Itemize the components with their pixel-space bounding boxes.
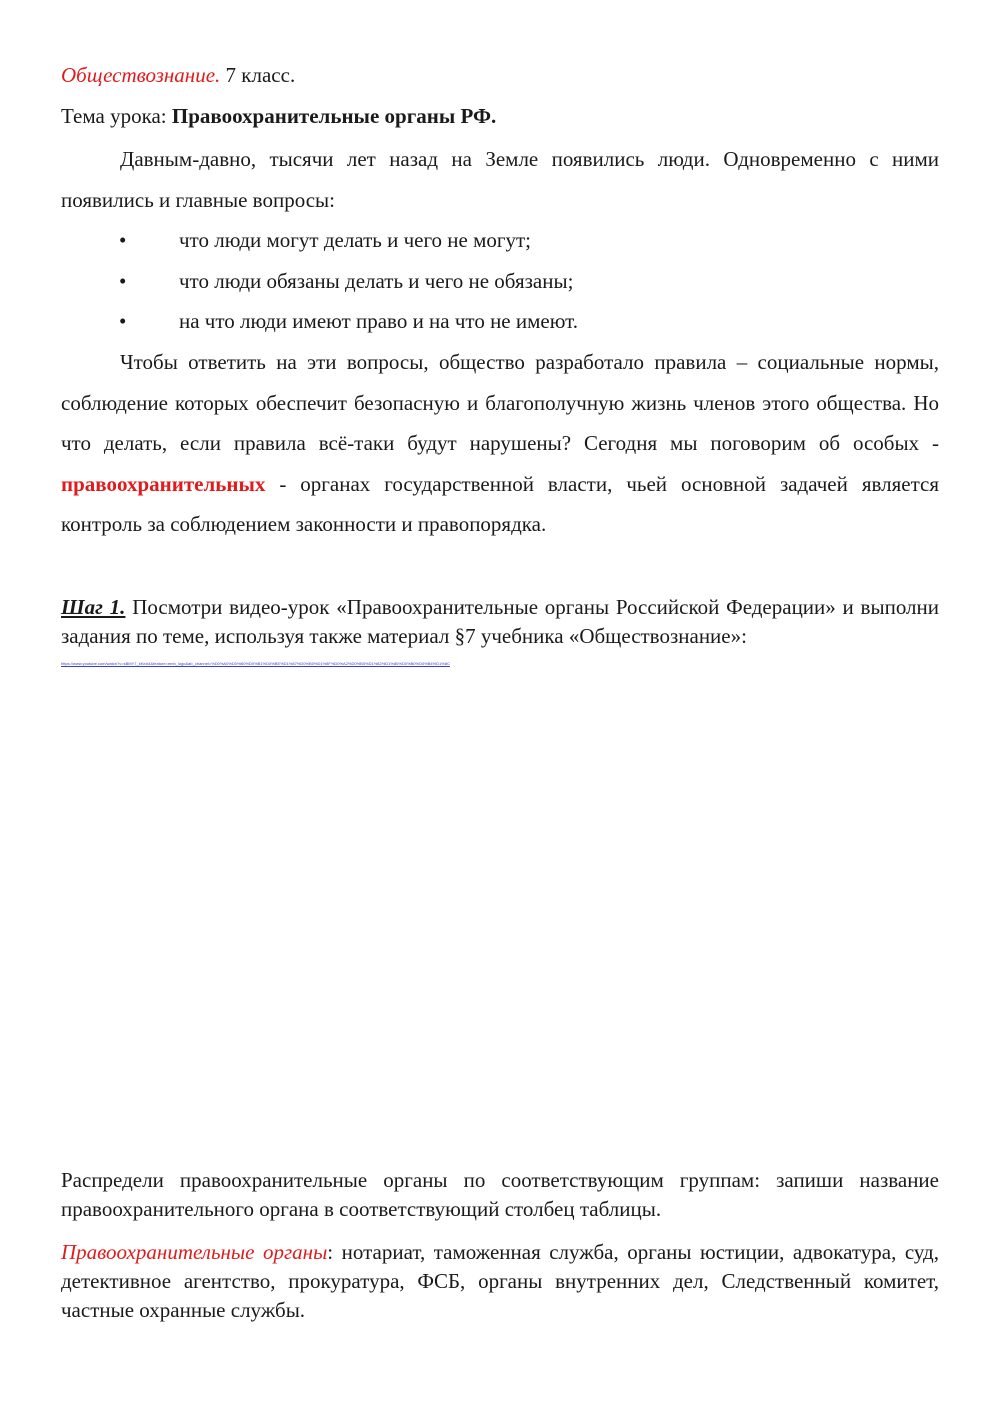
highlight-term: правоохранительных xyxy=(61,471,266,496)
video-link[interactable]: https://www.youtube.com/watch?v=sBMY7_kKeA4&feature=emb_logo&ab_channel=%D0%A0%D0%B0%D0%B1%D0%BE%D1%87%D0%B0%D1%8F%D0%A2%D0%B5%D1%82%D1%80%D0%B0%D0%B4%D1%8C xyxy=(61,661,450,666)
agencies-label: Правоохранительные органы xyxy=(61,1240,328,1264)
grade-label: 7 класс. xyxy=(220,63,296,87)
agencies-text: : нотариат, таможенная служба, органы юстиции, адвокатура, суд, детективное агентство, прокуратура, ФСБ, органы внутренних дел, Следственный комитет, частные охранные службы. xyxy=(61,1240,939,1322)
topic-label: Тема урока: xyxy=(61,104,172,128)
question-text: что люди обязаны делать и чего не обязаны; xyxy=(179,268,574,293)
step-1-instruction xyxy=(61,593,939,651)
list-item xyxy=(61,261,939,302)
intro-paragraph: Давным-давно, тысячи лет назад на Земле появились люди. Одновременно с ними появились и главные вопросы: xyxy=(61,147,939,212)
list-item xyxy=(61,220,939,261)
topic-title: Правоохранительные органы РФ. xyxy=(171,104,497,128)
explanation-paragraph xyxy=(61,342,939,545)
agencies-list xyxy=(61,1238,939,1325)
lesson-topic xyxy=(61,101,939,131)
subject-line xyxy=(61,60,939,90)
bullet-icon: • xyxy=(119,309,127,333)
explanation-text-end: - органах государственной власти, чьей основной задачей является контроль за соблюдением законности и правопорядка. xyxy=(61,471,939,536)
questions-list xyxy=(61,220,939,342)
question-text: на что люди имеют право и на что не имеют. xyxy=(179,309,578,333)
step-1-label: Шаг 1. xyxy=(61,595,126,619)
list-item xyxy=(61,301,939,342)
bullet-icon: • xyxy=(119,268,127,293)
bullet-icon: • xyxy=(119,228,127,252)
step-1-text: Посмотри видео-урок «Правоохранительные органы Российской Федерации» и выполни задания по теме, используя также материал §7 учебника «Обществознание»: xyxy=(61,595,939,648)
subject-name: Обществознание. xyxy=(61,63,221,87)
task-instruction: Распредели правоохранительные органы по соответствующим группам: запиши название правоохранительного органа в соответствующий столбец таблицы. xyxy=(61,1168,939,1221)
explanation-text-start: Чтобы ответить на эти вопросы, общество разработало правила – социальные нормы, соблюдение которых обеспечит безопасную и благополучную жизнь членов этого общества. Но что делать, если правила всё-таки будут нарушены? Сегодня мы поговорим об особых - xyxy=(61,350,939,455)
question-text: что люди могут делать и чего не могут; xyxy=(179,228,532,252)
